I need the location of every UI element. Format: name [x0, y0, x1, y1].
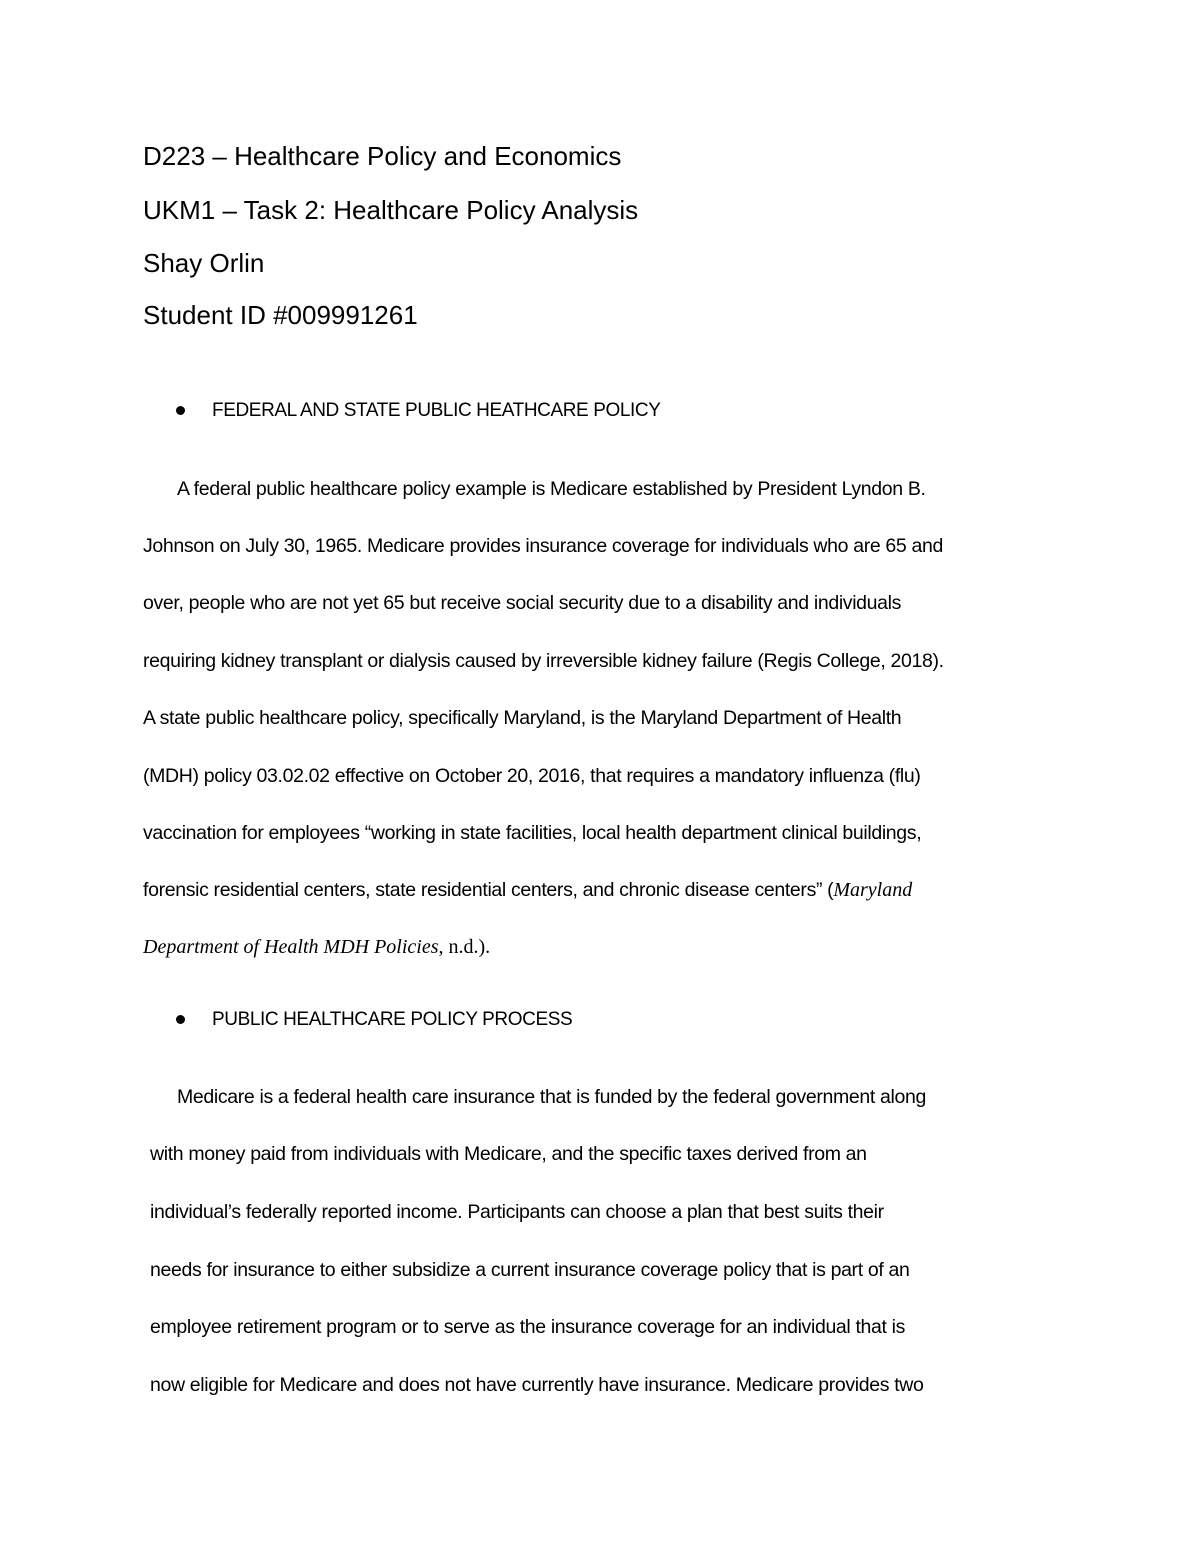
task-title: UKM1 – Task 2: Healthcare Policy Analysis — [143, 195, 639, 225]
citation-italic: Maryland — [833, 879, 913, 901]
paragraph-line: Medicare is a federal health care insurance that is funded by the federal government along — [177, 1086, 926, 1108]
bullet-icon — [176, 1015, 185, 1024]
paragraph-line: needs for insurance to either subsidize a current insurance coverage policy that is part of an — [150, 1259, 910, 1281]
section-heading-text: FEDERAL AND STATE PUBLIC HEATHCARE POLICY — [212, 400, 661, 421]
bullet-icon — [176, 406, 185, 415]
paragraph-line: requiring kidney transplant or dialysis caused by irreversible kidney failure (Regis College, 2018). — [143, 650, 944, 672]
paragraph-line: individual’s federally reported income. Participants can choose a plan that best suits their — [150, 1201, 884, 1223]
paragraph-text: forensic residential centers, state residential centers, and chronic disease centers” ( — [143, 879, 834, 901]
paragraph-line: over, people who are not yet 65 but receive social security due to a disability and individuals — [143, 592, 902, 614]
paragraph-line: Johnson on July 30, 1965. Medicare provides insurance coverage for individuals who are 65 and — [143, 535, 943, 557]
paragraph-line-with-citation — [143, 876, 912, 904]
paragraph-line: (MDH) policy 03.02.02 effective on October 20, 2016, that requires a mandatory influenza (flu) — [143, 765, 921, 787]
paragraph-line: now eligible for Medicare and does not have currently have insurance. Medicare provides two — [150, 1374, 924, 1396]
student-id: Student ID #009991261 — [143, 300, 418, 330]
section-heading-text: PUBLIC HEALTHCARE POLICY PROCESS — [212, 1009, 573, 1030]
paragraph-line: employee retirement program or to serve as the insurance coverage for an individual that is — [150, 1316, 906, 1338]
paragraph-line: A federal public healthcare policy example is Medicare established by President Lyndon B. — [177, 478, 926, 500]
paragraph-line: with money paid from individuals with Medicare, and the specific taxes derived from an — [150, 1143, 867, 1165]
paragraph-line: A state public healthcare policy, specifically Maryland, is the Maryland Department of Health — [143, 707, 902, 729]
citation-italic: Department of Health MDH Policies — [143, 936, 439, 958]
student-name: Shay Orlin — [143, 248, 265, 278]
paragraph-line: vaccination for employees “working in state facilities, local health department clinical buildings, — [143, 822, 922, 844]
course-title: D223 – Healthcare Policy and Economics — [143, 141, 622, 171]
citation-line — [143, 933, 490, 961]
citation-tail: , n.d.). — [438, 936, 491, 958]
